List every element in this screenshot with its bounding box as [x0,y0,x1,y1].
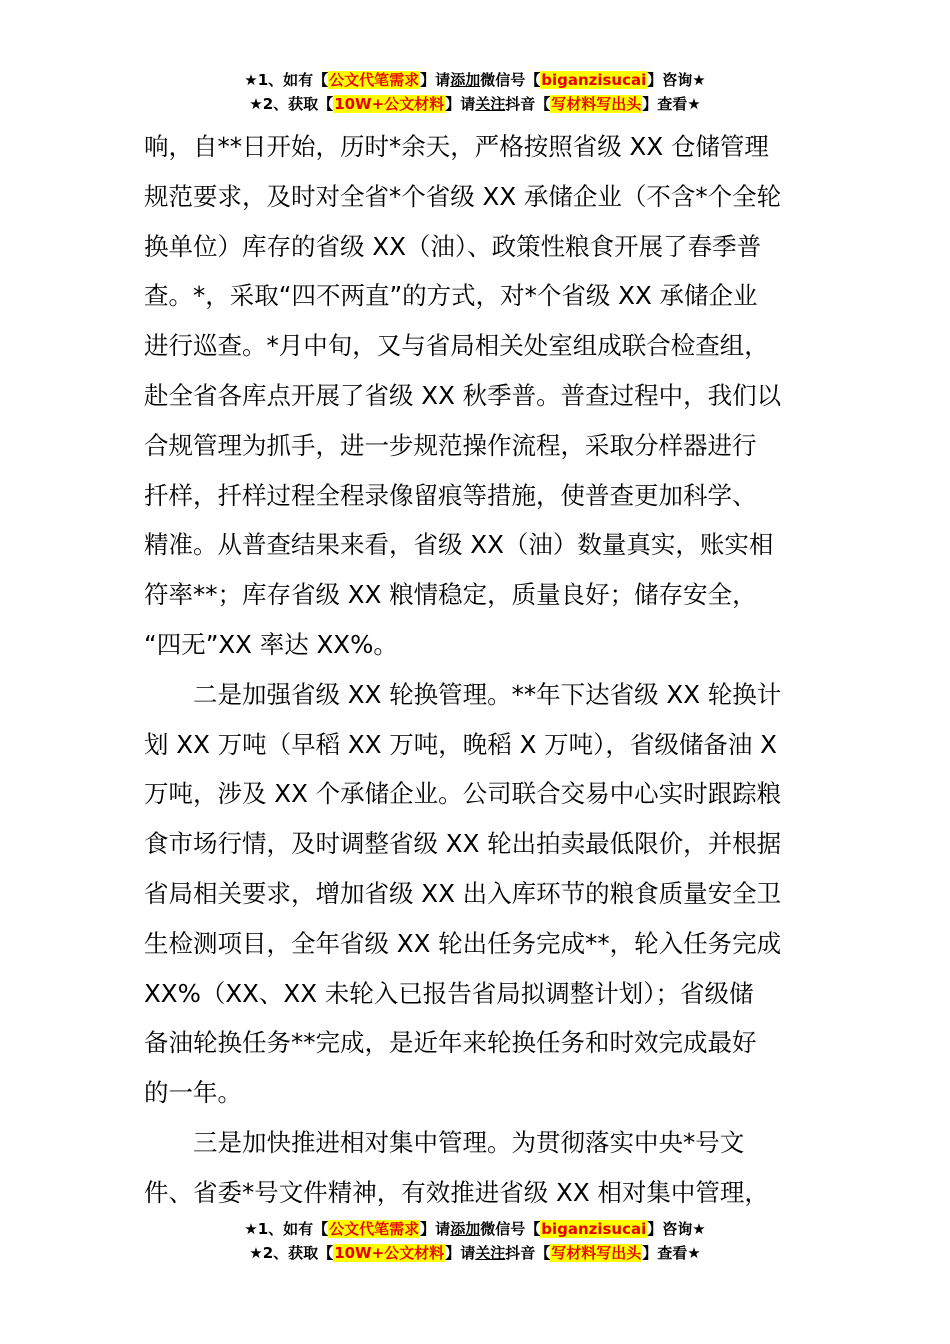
text-line: 扦样，扦样过程全程录像留痕等措施，使普查更加科学、 [144,480,757,510]
douyin-id-highlight: 写材料写出头 [551,95,642,113]
promo-line-2 [0,1241,950,1265]
promo-underlined-text: 添加 [450,71,481,89]
text-line: 食市场行情，及时调整省级 XX 轮出拍卖最低限价，并根据 [144,829,782,859]
promo-highlight: 10W+公文材料 [334,1244,445,1262]
text-line: 规范要求，及时对全省*个省级 XX 承储企业（不含*个全轮 [144,181,782,211]
promo-text: ★1、如有【 [244,1220,329,1238]
text-line: 合规管理为抓手，进一步规范操作流程，采取分样器进行 [144,430,757,460]
text-line: 生检测项目，全年省级 XX 轮出任务完成**，轮入任务完成 [144,928,782,958]
wechat-id-highlight: biganzisucai [541,1220,647,1238]
promo-text: 】咨询★ [647,71,706,89]
promo-text: 微信号【 [480,71,541,89]
text-line: 查。*，采取“四不两直”的方式，对*个省级 XX 承储企业 [144,281,758,311]
document-body [144,122,809,1218]
promo-banner-bottom [0,1217,950,1265]
promo-text: 】请 [445,1244,476,1262]
promo-text: 】请 [445,95,476,113]
promo-line-1 [0,1217,950,1241]
promo-underlined-text: 关注 [475,1244,506,1262]
text-line: 省局相关要求，增加省级 XX 出入库环节的粮食质量安全卫 [144,878,782,908]
promo-line-1 [0,68,950,92]
promo-text: ★1、如有【 [244,71,329,89]
promo-text: 抖音【 [505,95,551,113]
promo-text: 】请 [420,1220,451,1238]
promo-text: 】咨询★ [647,1220,706,1238]
text-line: 换单位）库存的省级 XX（油）、政策性粮食开展了春季普 [144,231,762,261]
promo-banner-top [0,68,950,116]
promo-highlight: 公文代笔需求 [329,1220,420,1238]
text-line: 响，自**日开始，历时*余天，严格按照省级 XX 仓储管理 [144,132,769,161]
promo-text: 】请 [420,71,451,89]
promo-underlined-text: 关注 [475,95,506,113]
text-line: 精准。从普查结果来看，省级 XX（油）数量真实，账实相 [144,530,774,560]
promo-text: ★2、获取【 [249,95,334,113]
text-line: “四无”XX 率达 XX%。 [144,629,398,659]
promo-highlight: 10W+公文材料 [334,95,445,113]
promo-text: 微信号【 [480,1220,541,1238]
promo-text: 】查看★ [642,1244,701,1262]
text-line: 赴全省各库点开展了省级 XX 秋季普。普查过程中，我们以 [144,380,782,410]
paragraph-start-line: 三是加快推进相对集中管理。为贯彻落实中央*号文 [193,1127,745,1157]
text-line: 的一年。 [144,1078,242,1108]
text-line: 件、省委*号文件精神，有效推进省级 XX 相对集中管理， [144,1177,769,1207]
text-line: 进行巡查。*月中旬，又与省局相关处室组成联合检查组， [144,331,769,361]
douyin-id-highlight: 写材料写出头 [551,1244,642,1262]
promo-highlight: 公文代笔需求 [329,71,420,89]
text-line: 划 XX 万吨（早稻 XX 万吨，晚稻 X 万吨），省级储备油 X [144,729,777,759]
text-line: 万吨，涉及 XX 个承储企业。公司联合交易中心实时跟踪粮 [144,779,782,809]
paragraph-start-line: 二是加强省级 XX 轮换管理。**年下达省级 XX 轮换计 [193,679,782,709]
text-line: 符率**；库存省级 XX 粮情稳定，质量良好；储存安全， [144,580,757,610]
text-line: 备油轮换任务**完成，是近年来轮换任务和时效完成最好 [144,1028,757,1058]
promo-text: 抖音【 [505,1244,551,1262]
promo-text: 】查看★ [642,95,701,113]
text-line: XX%（XX、XX 未轮入已报告省局拟调整计划）；省级储 [144,978,754,1008]
wechat-id-highlight: biganzisucai [541,71,647,89]
promo-text: ★2、获取【 [249,1244,334,1262]
promo-line-2 [0,92,950,116]
promo-underlined-text: 添加 [450,1220,481,1238]
